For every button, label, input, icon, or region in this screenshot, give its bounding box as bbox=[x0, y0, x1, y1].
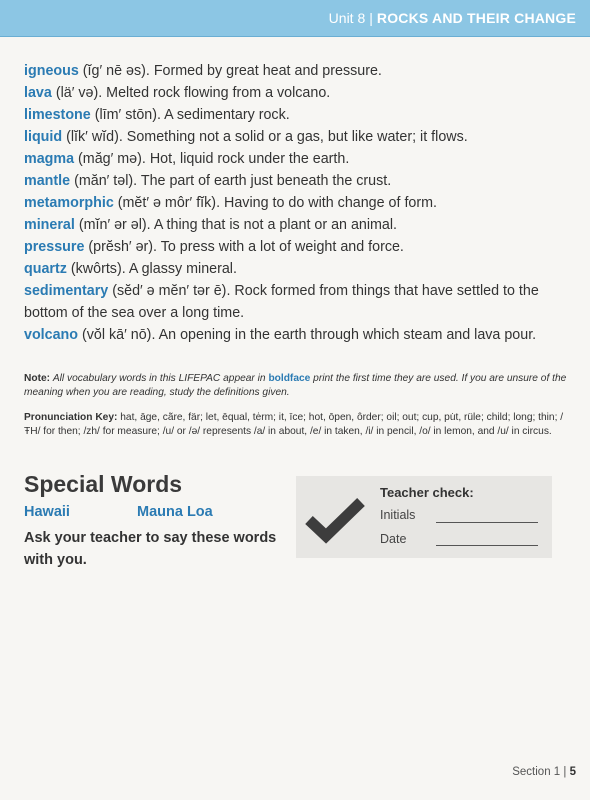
vocab-item bbox=[24, 60, 564, 82]
header-separator: | bbox=[369, 10, 373, 26]
note-text-after: print the first time they are used. If you are unsure of the meaning when you are reading, study the definitions given. bbox=[24, 373, 567, 398]
vocab-word: pressure bbox=[24, 239, 85, 255]
vocab-item bbox=[24, 104, 564, 126]
teacher-check-panel bbox=[296, 476, 552, 558]
pronunciation-key-text: hat, āge, cãre, fär; let, ēqual, tėrm; it, īce; hot, ōpen, ôrder; oil; out; cup, pu̇t, rüle; child; long; thin; /ŦH/ for then; /zh/ for measure; /u/ or /ə/ represents /a/ in about, /e/ in taken, /i/ in pencil, /o/ in lemon, and /u/ in circus. bbox=[24, 412, 564, 437]
vocab-word: metamorphic bbox=[24, 195, 114, 211]
vocab-definition: Melted rock flowing from a volcano. bbox=[106, 85, 331, 101]
vocab-item bbox=[24, 236, 564, 258]
special-words-title: Special Words bbox=[24, 471, 183, 497]
page-footer bbox=[512, 766, 576, 778]
vocab-item bbox=[24, 192, 564, 214]
checkmark-icon bbox=[304, 494, 366, 544]
vocab-word: sedimentary bbox=[24, 283, 109, 299]
vocab-item bbox=[24, 148, 564, 170]
vocab-definition: Hot, liquid rock under the earth. bbox=[149, 151, 350, 167]
vocab-definition: A thing that is not a plant or an animal. bbox=[153, 217, 398, 233]
special-words-instruction: Ask your teacher to say these words with you. bbox=[24, 530, 277, 568]
initials-field[interactable] bbox=[436, 522, 538, 523]
vocab-item bbox=[24, 170, 564, 192]
vocab-word: mantle bbox=[24, 173, 71, 189]
vocab-pronunciation: (ĭg′ nē əs). bbox=[82, 63, 150, 79]
vocab-item bbox=[24, 82, 564, 104]
vocab-word: limestone bbox=[24, 107, 91, 123]
vocab-word: volcano bbox=[24, 327, 79, 343]
vocab-definition: Something not a solid or a gas, but like water; it flows. bbox=[126, 129, 468, 145]
teacher-check-title: Teacher check: bbox=[380, 485, 474, 500]
vocab-item bbox=[24, 280, 564, 324]
vocab-pronunciation: (mĕt′ ə môr′ fĭk). bbox=[117, 195, 221, 211]
vocab-item bbox=[24, 214, 564, 236]
header-bar bbox=[0, 0, 590, 37]
date-label: Date bbox=[380, 532, 407, 546]
footer-separator: | bbox=[563, 766, 567, 778]
vocab-definition: To press with a lot of weight and force. bbox=[160, 239, 404, 255]
special-word: Hawaii bbox=[24, 504, 70, 520]
vocab-word: magma bbox=[24, 151, 75, 167]
vocab-pronunciation: (lä′ və). bbox=[55, 85, 103, 101]
vocab-definition: A sedimentary rock. bbox=[164, 107, 290, 123]
vocabulary-note bbox=[24, 372, 570, 400]
vocab-pronunciation: (mĭn′ ər əl). bbox=[78, 217, 151, 233]
vocab-item bbox=[24, 324, 564, 346]
vocab-pronunciation: (prĕsh′ ər). bbox=[88, 239, 158, 255]
vocab-pronunciation: (sĕd′ ə mĕn′ tər ē). bbox=[112, 283, 231, 299]
vocab-word: lava bbox=[24, 85, 52, 101]
vocab-pronunciation: (līm′ stōn). bbox=[94, 107, 161, 123]
footer-section: Section 1 bbox=[512, 766, 561, 778]
vocab-definition: An opening in the earth through which steam and lava pour. bbox=[158, 327, 537, 343]
page-number: 5 bbox=[569, 766, 576, 778]
unit-title: ROCKS AND THEIR CHANGE bbox=[376, 10, 576, 26]
header-text bbox=[329, 10, 576, 26]
vocab-word: liquid bbox=[24, 129, 63, 145]
vocab-pronunciation: (măg′ mə). bbox=[78, 151, 146, 167]
vocab-definition: Formed by great heat and pressure. bbox=[153, 63, 382, 79]
vocab-definition: Rock formed from things that have settled to the bottom of the sea over a long time. bbox=[24, 283, 539, 321]
vocab-pronunciation: (kwôrts). bbox=[70, 261, 126, 277]
note-text-before: All vocabulary words in this LIFEPAC appear in bbox=[52, 373, 266, 384]
vocab-word: quartz bbox=[24, 261, 67, 277]
vocab-pronunciation: (lĭk′ wĭd). bbox=[66, 129, 123, 145]
vocab-definition: Having to do with change of form. bbox=[224, 195, 438, 211]
unit-label: Unit 8 bbox=[328, 10, 366, 26]
vocab-definition: A glassy mineral. bbox=[128, 261, 237, 277]
initials-label: Initials bbox=[380, 508, 416, 522]
special-word: Mauna Loa bbox=[137, 504, 213, 520]
date-field[interactable] bbox=[436, 545, 538, 546]
vocab-definition: The part of earth just beneath the crust. bbox=[140, 173, 392, 189]
vocab-pronunciation: (vŏl kā′ nō). bbox=[82, 327, 156, 343]
pronunciation-key-label: Pronunciation Key: bbox=[24, 412, 118, 423]
vocab-item bbox=[24, 126, 564, 148]
note-label: Note: bbox=[24, 373, 51, 384]
note-boldface-word: boldface bbox=[268, 373, 311, 384]
vocab-word: mineral bbox=[24, 217, 75, 233]
vocabulary-list bbox=[24, 60, 564, 346]
pronunciation-key bbox=[24, 411, 570, 439]
vocab-pronunciation: (măn′ təl). bbox=[74, 173, 138, 189]
vocab-item bbox=[24, 258, 564, 280]
vocab-word: igneous bbox=[24, 63, 79, 79]
